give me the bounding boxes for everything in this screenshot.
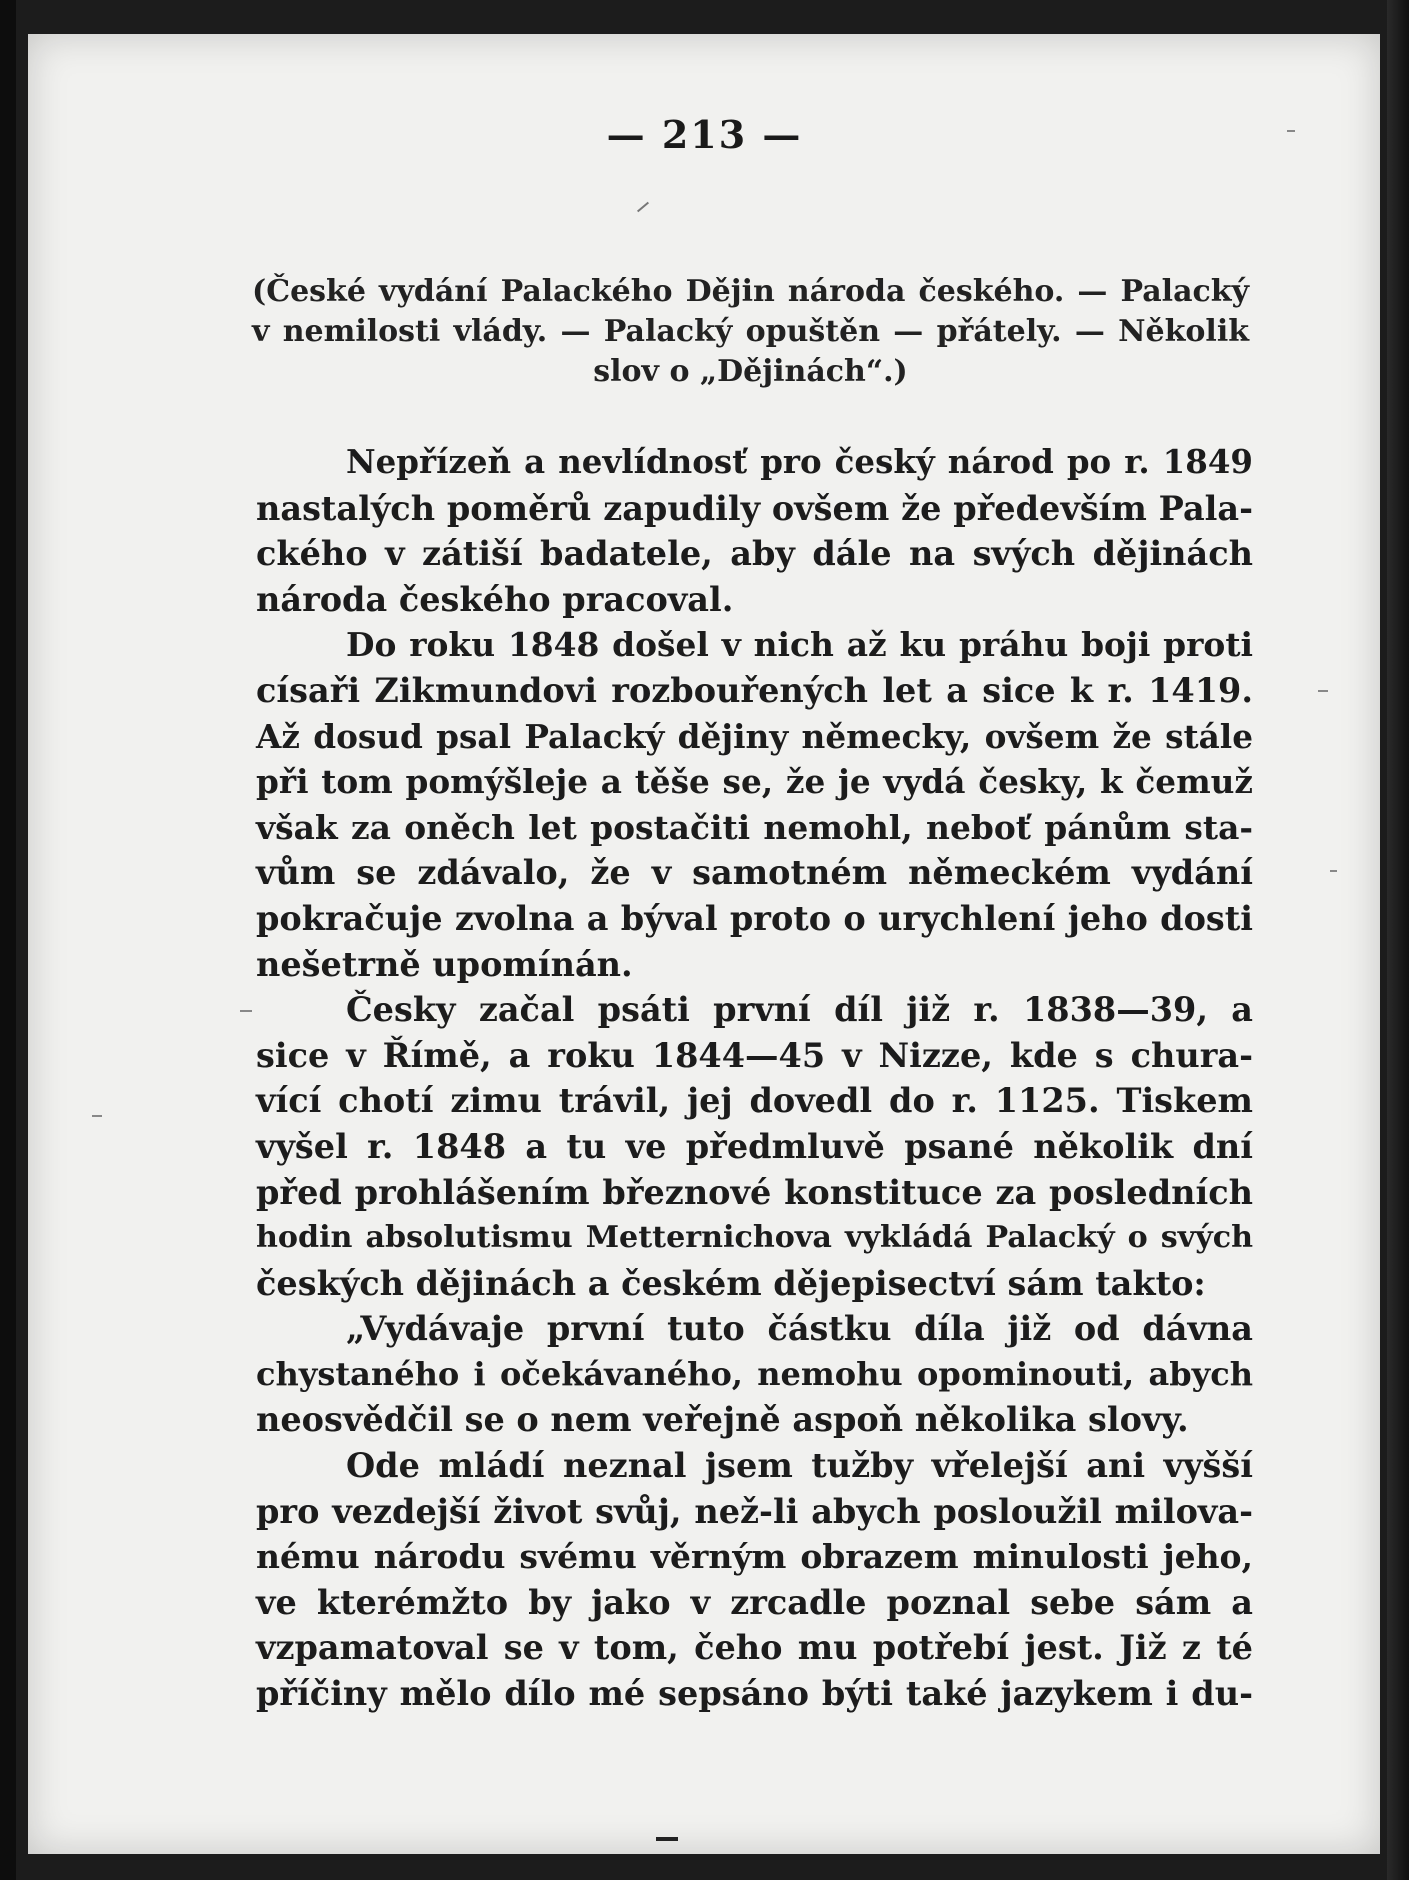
text-line: národa českého pracoval. bbox=[256, 579, 734, 619]
text-line: nému národu svému věrným obrazem minulosti jeho, bbox=[256, 1537, 1253, 1577]
text-line: hodin absolutismu Metternichova vykládá Palacký o svých bbox=[256, 1220, 1253, 1256]
scan-right-edge bbox=[1387, 0, 1409, 1880]
summary-line: v nemilosti vlády. — Palacký opuštěn — přátely. — Několik bbox=[252, 314, 1249, 349]
text-line: pokračuje zvolna a býval proto o urychlení jeho dosti bbox=[256, 898, 1253, 938]
text-line: chystaného i očekávaného, nemohu opominouti, abych bbox=[256, 1354, 1253, 1393]
summary-line: slov o „Dějinách“.) bbox=[593, 354, 908, 389]
text-line: sice v Římě, a roku 1844—45 v Nizze, kde s chura- bbox=[256, 1035, 1253, 1075]
text-line: však za oněch let postačiti nemohl, neboť pánům sta- bbox=[256, 807, 1253, 847]
text-line: vyšel r. 1848 a tu ve předmluvě psané několik dní bbox=[256, 1126, 1253, 1166]
text-line: ve kterémžto by jako v zrcadle poznal sebe sám a bbox=[256, 1582, 1253, 1622]
text-line: císaři Zikmundovi rozbouřených let a sice k r. 1419. bbox=[256, 670, 1253, 710]
summary-line: (České vydání Palackého Dějin národa českého. — Palacký bbox=[252, 274, 1249, 309]
text-line: nastalých poměrů zapudily ovšem že především Pala- bbox=[256, 488, 1253, 528]
text-line: vům se zdávalo, že v samotném německém vydání bbox=[256, 853, 1253, 893]
chapter-summary bbox=[252, 272, 1249, 392]
body-text bbox=[256, 440, 1253, 1717]
scan-left-edge bbox=[0, 0, 16, 1880]
text-line: vící chotí zimu trávil, jej dovedl do r. 1125. Tiskem bbox=[256, 1081, 1253, 1121]
page-number: — 213 — bbox=[606, 112, 803, 157]
dust-speck bbox=[1330, 870, 1337, 872]
text-line: příčiny mělo dílo mé sepsáno býti také jazykem i du- bbox=[256, 1674, 1253, 1714]
text-line: vzpamatoval se v tom, čeho mu potřebí jest. Již z té bbox=[256, 1628, 1253, 1668]
text-line: ckého v zátiší badatele, aby dále na svých dějinách bbox=[256, 534, 1253, 574]
text-line: Česky začal psáti první díl již r. 1838—39, a bbox=[346, 990, 1253, 1030]
text-line: nešetrně upomínán. bbox=[256, 944, 633, 984]
text-line: Až dosud psal Palacký dějiny německy, ovšem že stále bbox=[256, 716, 1253, 756]
text-line: pro vezdejší život svůj, než-li abych posloužil milova- bbox=[256, 1491, 1253, 1531]
text-line: před prohlášením březnové konstituce za posledních bbox=[256, 1172, 1253, 1212]
text-line: Ode mládí neznal jsem tužby vřelejší ani vyšší bbox=[346, 1446, 1253, 1486]
text-line: „Vydávaje první tuto částku díla již od dávna bbox=[346, 1309, 1253, 1349]
dust-speck bbox=[1287, 130, 1295, 132]
ink-mark-bottom bbox=[656, 1837, 678, 1841]
dust-speck bbox=[92, 1115, 102, 1117]
text-line: neosvědčil se o nem veřejně aspoň několika slovy. bbox=[256, 1400, 1189, 1440]
text-line: Do roku 1848 došel v nich až ku práhu boji proti bbox=[346, 625, 1253, 665]
text-line: při tom pomýšleje a těše se, že je vydá česky, k čemuž bbox=[256, 762, 1253, 802]
text-line: českých dějinách a českém dějepisectví sám takto: bbox=[256, 1263, 1206, 1303]
text-line: Nepřízeň a nevlídnosť pro český národ po r. 1849 bbox=[346, 443, 1253, 481]
dust-speck bbox=[1318, 690, 1328, 692]
dust-speck bbox=[240, 1010, 252, 1012]
